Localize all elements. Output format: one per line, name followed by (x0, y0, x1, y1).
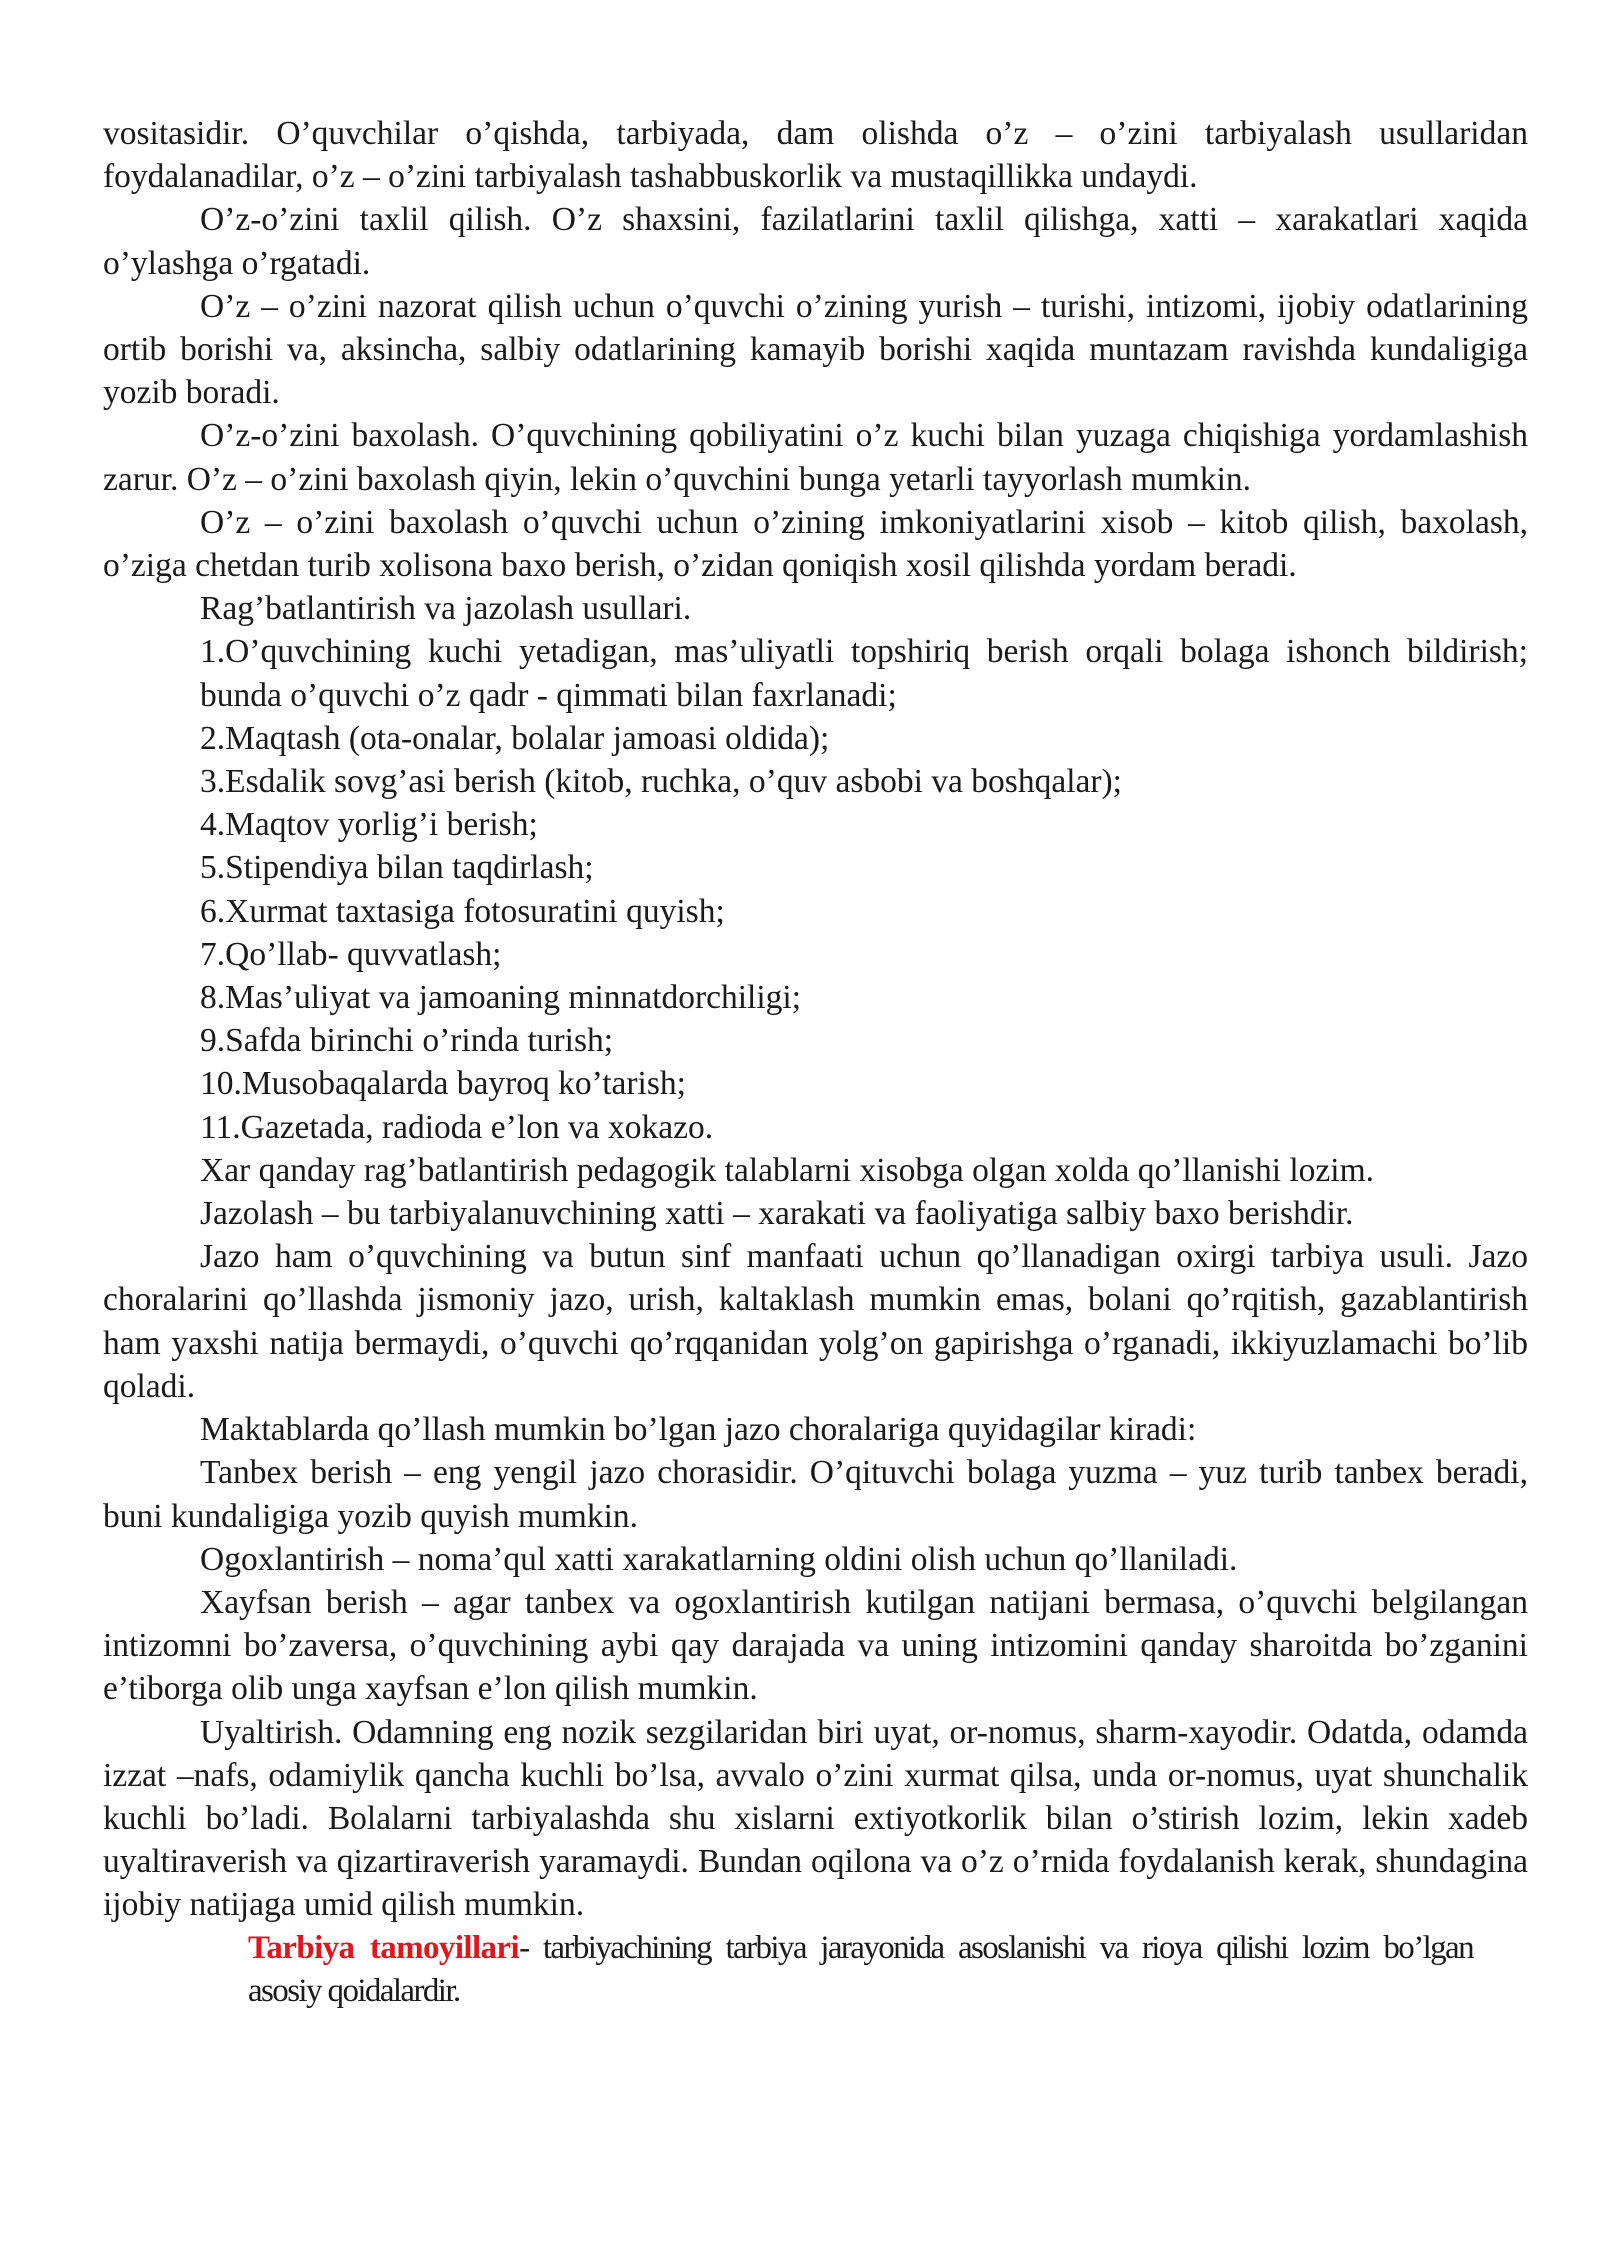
definition-text: - tarbiyachining tarbiya jarayonida asoslanishi va rioya qilishi lozim bo’lgan asosiy qoidalardir. (248, 1929, 1473, 2009)
definition-paragraph (248, 1927, 1473, 2013)
paragraph: Ogoxlantirish – noma’qul xatti xarakatlarning oldini olish uchun qo’llaniladi. (200, 1540, 1238, 1578)
document-page (103, 112, 1528, 2013)
list-item: 10.Musobaqalarda bayroq ko’tarish; (200, 1065, 686, 1103)
paragraph: Uyaltirish. Odamning eng nozik sezgilaridan biri uyat, or-nomus, sharm-xayodir. Odatda, odamda izzat –nafs, odamiylik qancha kuchli bo’lsa, avvalo o’zini xurmat qilsa, unda or-nomus, uyat shunchalik kuchli bo’ladi. Bolalarni tarbiyalashda shu xislarni extiyotkorlik bilan o’stirish lozim, lekin xadeb uyaltiraverish va qizartiraverish yaramaydi. Bundan oqilona va o’z o’rnida foydalanish kerak, shundagina ijobiy natijaga umid qilish mumkin. (103, 1713, 1528, 1924)
list-item: 8.Mas’uliyat va jamoaning minnatdorchiligi; (200, 979, 802, 1017)
list-item: 6.Xurmat taxtasiga fotosuratini quyish; (200, 892, 725, 930)
list-item: 1.O’quvchining kuchi yetadigan, mas’uliyatli topshiriq berish orqali bolaga ishonch bildirish; bunda o’quvchi o’z qadr - qimmati bilan faxrlanadi; (200, 633, 1528, 714)
paragraph: vositasidir. O’quvchilar o’qishda, tarbiyada, dam olishda o’z – o’zini tarbiyalash usullaridan foydalanadilar, o’z – o’zini tarbiyalash tashabbuskorlik va mustaqillikka undaydi. (103, 115, 1528, 196)
paragraph: Xayfsan berish – agar tanbex va ogoxlantirish kutilgan natijani bermasa, o’quvchi belgilangan intizomni bo’zaversa, o’quvchining aybi qay darajada va uning intizomini qanday sharoitda bo’zganini e’tiborga olib unga xayfsan e’lon qilish mumkin. (103, 1583, 1528, 1708)
paragraph: O’z-o’zini taxlil qilish. O’z shaxsini, fazilatlarini taxlil qilishga, xatti – xarakatlari xaqida o’ylashga o’rgatadi. (103, 201, 1528, 282)
list-item: 11.Gazetada, radioda e’lon va xokazo. (200, 1108, 714, 1146)
incentive-list (103, 630, 1528, 1148)
paragraph: O’z – o’zini nazorat qilish uchun o’quvchi o’zining yurish – turishi, intizomi, ijobiy odatlarining ortib borishi va, aksincha, salbiy odatlarining kamayib borishi xaqida muntazam ravishda kundaligiga yozib boradi. (103, 287, 1528, 412)
paragraph: O’z – o’zini baxolash o’quvchi uchun o’zining imkoniyatlarini xisob – kitob qilish, baxolash, o’ziga chetdan turib xolisona baxo berish, o’zidan qoniqish xosil qilishda yordam beradi. (103, 503, 1528, 585)
list-item: 7.Qo’llab- quvvatlash; (200, 935, 502, 973)
list-item: 9.Safda birinchi o’rinda turish; (200, 1022, 614, 1060)
paragraph: Jazolash – bu tarbiyalanuvchining xatti – xarakati va faoliyatiga salbiy baxo berishdir. (200, 1195, 1354, 1233)
paragraph: Tanbex berish – eng yengil jazo chorasidir. O’qituvchi bolaga yuzma – yuz turib tanbex beradi, buni kundaligiga yozib quyish mumkin. (103, 1454, 1528, 1535)
list-item: 3.Esdalik sovg’asi berish (kitob, ruchka, o’quv asbobi va boshqalar); (200, 763, 1122, 801)
highlighted-term: Tarbiya tamoyillari (248, 1929, 520, 1966)
paragraph: Maktablarda qo’llash mumkin bo’lgan jazo choralariga quyidagilar kiradi: (200, 1411, 1197, 1449)
paragraph: Jazo ham o’quvchining va butun sinf manfaati uchun qo’llanadigan oxirgi tarbiya usuli. Jazo choralarini qo’llashda jismoniy jazo, urish, kaltaklash mumkin emas, bolani qo’rqitish, gazablantirish ham yaxshi natija bermaydi, o’quvchi qo’rqqanidan yolg’on gapirishga o’rganadi, ikkiyuzlamachi bo’lib qoladi. (103, 1238, 1528, 1405)
list-item: 4.Maqtov yorlig’i berish; (200, 806, 538, 844)
paragraph: Xar qanday rag’batlantirish pedagogik talablarni xisobga olgan xolda qo’llanishi lozim. (200, 1151, 1375, 1189)
list-item: 2.Maqtash (ota-onalar, bolalar jamoasi oldida); (200, 719, 830, 757)
section-heading: Rag’batlantirish va jazolash usullari. (200, 590, 692, 628)
paragraph: O’z-o’zini baxolash. O’quvchining qobiliyatini o’z kuchi bilan yuzaga chiqishiga yordamlashish zarur. O’z – o’zini baxolash qiyin, lekin o’quvchini bunga yetarli tayyorlash mumkin. (103, 417, 1528, 498)
list-item: 5.Stipendiya bilan taqdirlash; (200, 849, 594, 887)
